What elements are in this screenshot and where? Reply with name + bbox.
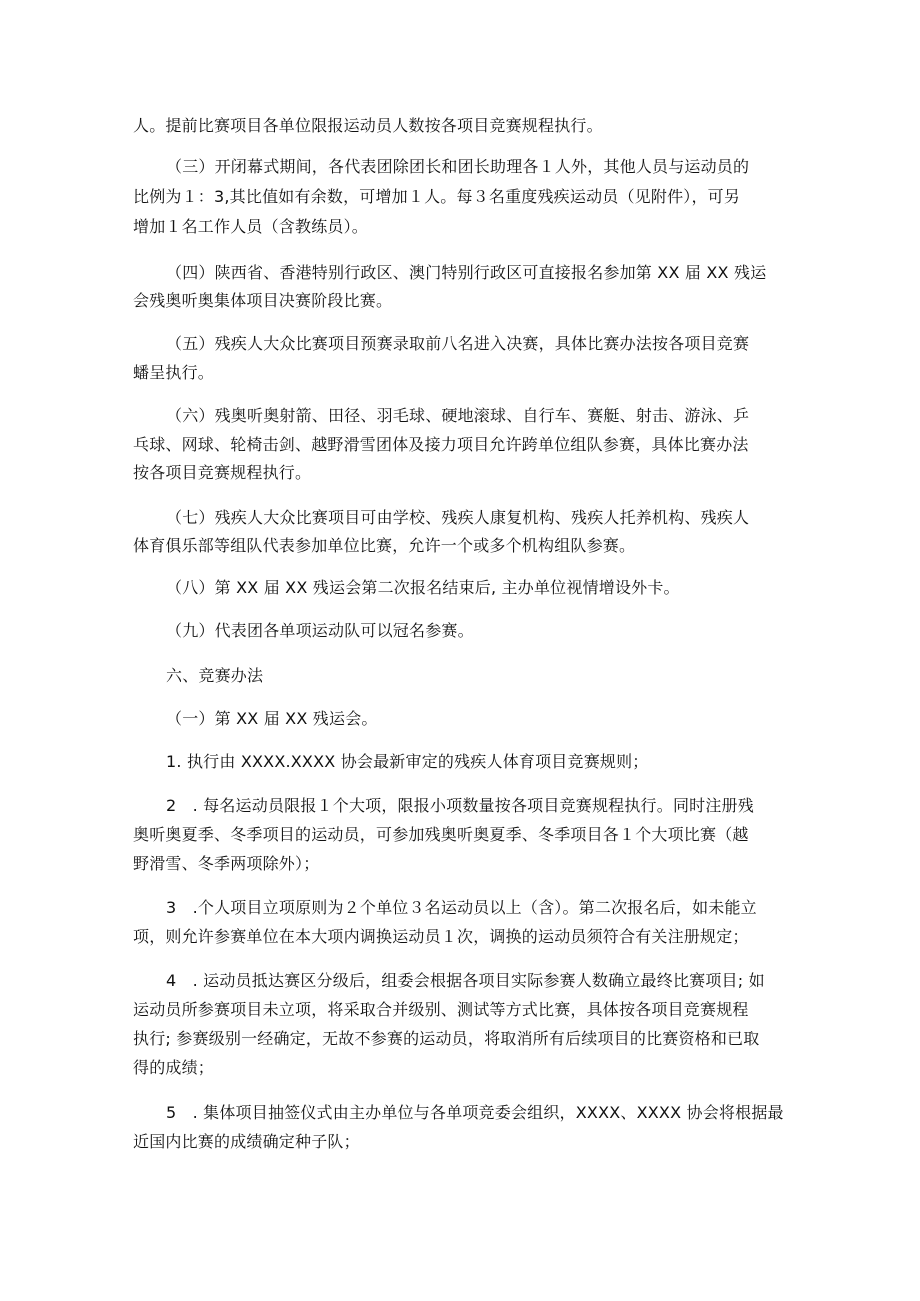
paragraph-line: （三）开闭幕式期间，各代表团除团长和团长助理各１人外，其他人员与运动员的	[166, 157, 750, 176]
paragraph-line: （八）第 XX 届 XX 残运会第二次报名结束后, 主办单位视情增设外卡。	[166, 578, 680, 597]
list-item-line: 运动员所参赛项目未立项，将采取合并级别、测试等方式比赛，具体按各项目竞赛规程	[133, 1000, 749, 1019]
list-item-line: 得的成绩；	[133, 1058, 215, 1077]
list-item-line: 近国内比赛的成绩确定种子队；	[133, 1132, 360, 1151]
list-item-line: 项，则允许参赛单位在本大项内调换运动员１次，调换的运动员须符合有关注册规定；	[133, 927, 749, 946]
list-item-line: 野滑雪、冬季两项除外）；	[133, 854, 320, 873]
section-heading: 六、竞赛办法	[166, 666, 264, 685]
paragraph-line: 人。提前比赛项目各单位限报运动员人数按各项目竞赛规程执行。	[133, 116, 603, 135]
paragraph-line: 会残奥听奥集体项目决赛阶段比赛。	[133, 291, 393, 310]
paragraph-line: （四）陕西省、香港特别行政区、澳门特别行政区可直接报名参加第 XX 届 XX 残运	[166, 263, 767, 282]
paragraph-line: 增加１名工作人员（含教练员）。	[133, 217, 369, 236]
list-item-line: 奥听奥夏季、冬季项目的运动员，可参加残奥听奥夏季、冬季项目各１个大项比赛（越	[133, 825, 749, 844]
paragraph-line: 比例为１：3,其比值如有余数，可增加１人。每３名重度残疾运动员（见附件），可另	[133, 187, 741, 206]
paragraph-line: 蟠呈执行。	[133, 363, 215, 382]
paragraph-line: （五）残疾人大众比赛项目预赛录取前八名进入决赛，具体比赛办法按各项目竞赛	[166, 334, 750, 353]
list-item-line: 执行; 参赛级别一经确定，无故不参赛的运动员，将取消所有后续项目的比赛资格和已取	[133, 1029, 760, 1048]
paragraph-line: （六）残奥听奥射箭、田径、羽毛球、硬地滚球、自行车、赛艇、射击、游泳、乒	[166, 406, 750, 425]
paragraph-line: 乓球、网球、轮椅击剑、越野滑雪团体及接力项目允许跨单位组队参赛，具体比赛办法	[133, 435, 749, 454]
subsection-heading: （一）第 XX 届 XX 残运会。	[166, 709, 378, 728]
list-item-line: 2 . 每名运动员限报１个大项，限报小项数量按各项目竞赛规程执行。同时注册残	[166, 796, 754, 815]
paragraph-line: （九）代表团各单项运动队可以冠名参赛。	[166, 621, 474, 640]
list-item-line: 5 . 集体项目抽签仪式由主办单位与各单项竞委会组织，XXXX、XXXX 协会将根据最	[166, 1103, 784, 1122]
list-item-line: 4 . 运动员抵达赛区分级后，组委会根据各项目实际参赛人数确立最终比赛项目; 如	[166, 971, 765, 990]
list-item-line: 3 .个人项目立项原则为２个单位３名运动员以上（含）。第二次报名后，如未能立	[166, 898, 757, 917]
paragraph-line: （七）残疾人大众比赛项目可由学校、残疾人康复机构、残疾人托养机构、残疾人	[166, 508, 750, 527]
list-item-line: 1. 执行由 XXXX.XXXX 协会最新审定的残疾人体育项目竞赛规则；	[166, 752, 649, 771]
paragraph-line: 体育俱乐部等组队代表参加单位比赛，允许一个或多个机构组队参赛。	[133, 536, 636, 555]
paragraph-line: 按各项目竞赛规程执行。	[133, 463, 312, 482]
